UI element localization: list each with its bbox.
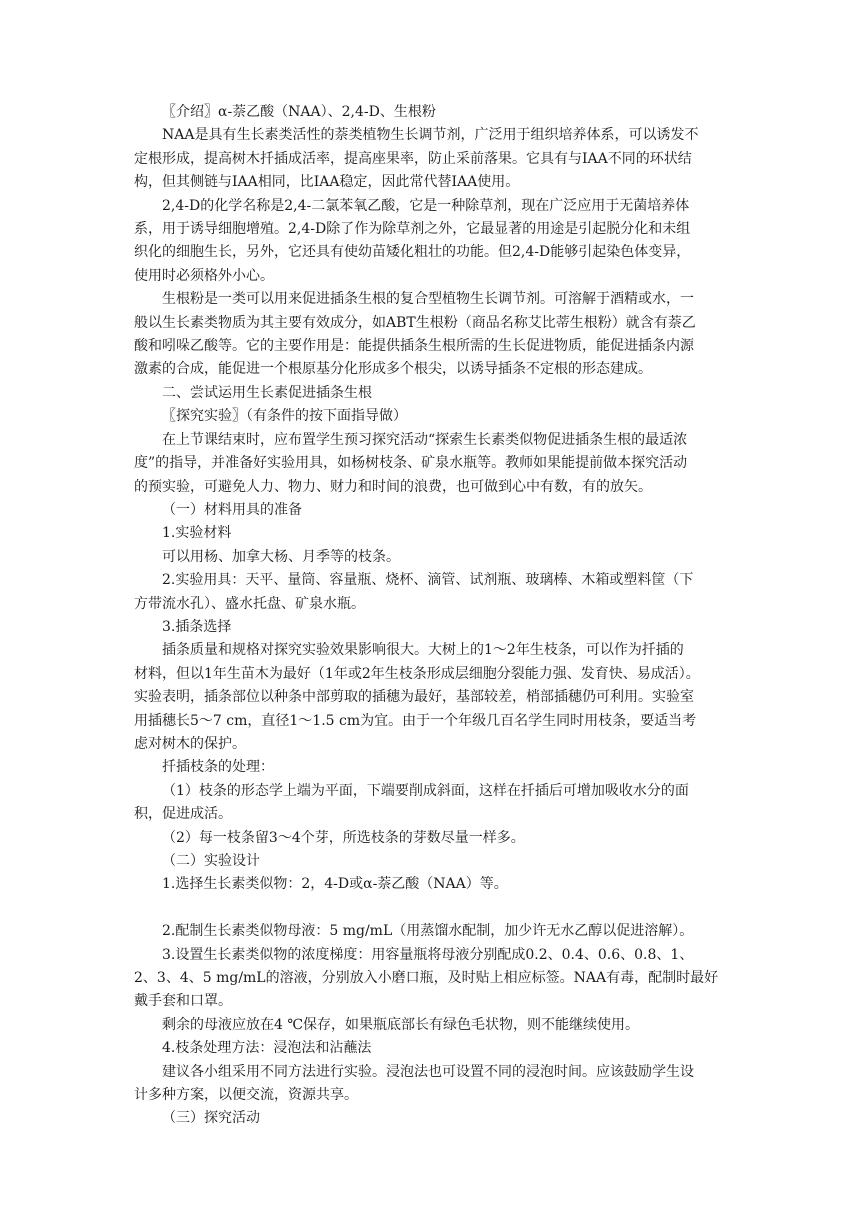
text-line: （一）材料用具的准备 — [162, 501, 302, 518]
text-line: 系，用于诱导细胞增殖。2,4-D除了作为除草剂之外，它最显著的用途是引起脱分化和未组 — [134, 221, 691, 238]
text-line: （二）实验设计 — [162, 853, 260, 869]
text-line: NAA是具有生长素类活性的萘类植物生长调节剂，广泛用于组织培养体系，可以诱发不 — [162, 127, 699, 144]
text-line: 2.实验用具：天平、量筒、容量瓶、烧杯、滴管、试剂瓶、玻璃棒、木箱或塑料筐（下 — [162, 572, 694, 589]
text-line: （2）每一枝条留3～4个芽，所选枝条的芽数尽量一样多。 — [162, 829, 525, 846]
text-line: 建议各小组采用不同方法进行实验。浸泡法也可设置不同的浸泡时间。应该鼓励学生设 — [162, 1063, 694, 1080]
text-line: 的预实验，可避免人力、物力、财力和时间的浪费，也可做到心中有数，有的放矢。 — [134, 478, 652, 495]
text-line: 戴手套和口罩。 — [134, 993, 232, 1010]
text-line: 3.设置生长素类似物的浓度梯度：用容量瓶将母液分别配成0.2、0.4、0.6、0.8、1、 — [162, 946, 694, 963]
text-line: 实验表明，插条部位以种条中部剪取的插穗为最好，基部较差，梢部插穗仍可利用。实验室 — [134, 689, 694, 706]
text-line: 插条质量和规格对探究实验效果影响很大。大树上的1～2年生枝条，可以作为扦插的 — [162, 642, 684, 659]
text-line: 激素的合成，能促进一个根原基分化形成多个根尖，以诱导插条不定根的形态建成。 — [134, 361, 652, 378]
text-line: 织化的细胞生长，另外，它还具有使幼苗矮化粗壮的功能。但2,4-D能够引起染色体变异， — [134, 244, 691, 261]
text-line: 生根粉是一类可以用来促进插条生根的复合型植物生长调节剂。可溶解于酒精或水，一 — [162, 291, 694, 308]
text-line: 2、3、4、5 mg/mL的溶液，分别放入小磨口瓶，及时贴上相应标签。NAA有毒，配制时最好 — [134, 970, 719, 987]
text-line: 剩余的母液应放在4 ℃保存，如果瓶底部长有绿色毛状物，则不能继续使用。 — [162, 1016, 640, 1033]
text-line: 构，但其侧链与IAA相同，比IAA稳定，因此常代替IAA使用。 — [134, 174, 520, 191]
text-line: 定根形成，提高树木扦插成活率，提高座果率，防止采前落果。它具有与IAA不同的环状结 — [134, 150, 692, 167]
text-line — [134, 897, 740, 920]
text-line: 1.实验材料 — [162, 525, 232, 542]
text-line: 计多种方案，以便交流，资源共享。 — [134, 1087, 358, 1104]
text-line: 可以用杨、加拿大杨、月季等的枝条。 — [162, 548, 400, 565]
text-line: 虑对树木的保护。 — [134, 735, 246, 752]
text-line: 2,4-D的化学名称是2,4-二氯苯氧乙酸，它是一种除草剂，现在广泛应用于无菌培养体 — [162, 197, 690, 214]
text-line: 度”的指导，并准备好实验用具，如杨树枝条、矿泉水瓶等。教师如果能提前做本探究活动 — [134, 455, 688, 472]
text-line: 使用时必须格外小心。 — [134, 267, 274, 284]
text-line: 用插穗长5～7 cm，直径1～1.5 cm为宜。由于一个年级几百名学生同时用枝条，要适当考 — [134, 712, 697, 729]
text-line: 扦插枝条的处理： — [162, 759, 274, 776]
text-line: 在上节课结束时，应布置学生预习探究活动“探索生长素类似物促进插条生根的最适浓 — [162, 431, 688, 448]
text-line: 二、尝试运用生长素促进插条生根 — [162, 384, 372, 401]
text-line: 〖探究实验〗（有条件的按下面指导做） — [162, 408, 407, 425]
document-page — [134, 101, 740, 1131]
text-line: 积，促进成活。 — [134, 806, 232, 823]
text-line: （三）探究活动 — [162, 1110, 260, 1127]
text-line: （1）枝条的形态学上端为平面，下端要削成斜面，这样在扦插后可增加吸收水分的面 — [162, 782, 689, 799]
text-line: 材料，但以1年生苗木为最好（1年或2年生枝条形成层细胞分裂能力强、发育快、易成活）。 — [134, 665, 700, 682]
text-line: 1.选择生长素类似物：2，4-D或α-萘乙酸（NAA）等。 — [162, 876, 508, 893]
text-line: 4.枝条处理方法：浸泡法和沾蘸法 — [162, 1040, 372, 1057]
text-line: 2.配制生长素类似物母液：5 mg/mL（用蒸馏水配制，加少许无水乙醇以促进溶解）。 — [162, 923, 694, 940]
text-line: 酸和吲哚乙酸等。它的主要作用是：能提供插条生根所需的生长促进物质，能促进插条内源 — [134, 338, 694, 355]
text-line: 3.插条选择 — [162, 618, 232, 635]
text-line: 方带流水孔）、盛水托盘、矿泉水瓶。 — [134, 595, 365, 612]
text-line: 般以生长素类物质为其主要有效成分，如ABT生根粉（商品名称艾比蒂生根粉）就含有萘乙 — [134, 314, 696, 331]
text-line: 〖介绍〗α-萘乙酸（NAA）、2,4-D、生根粉 — [162, 104, 436, 120]
